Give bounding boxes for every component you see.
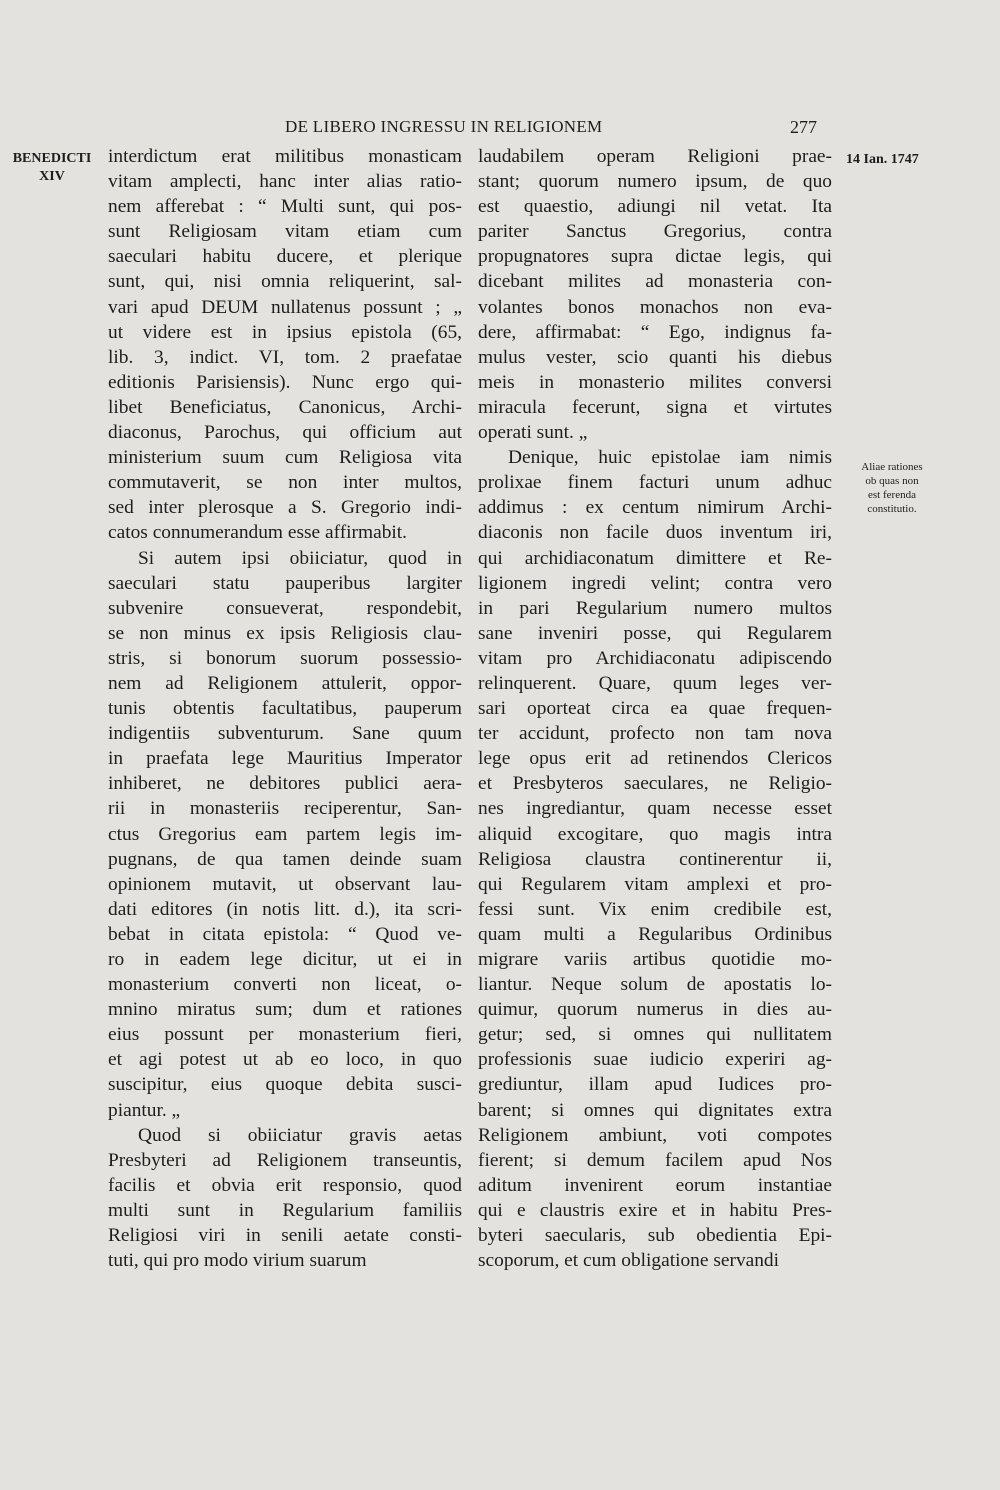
text-line: miracula fecerunt, signa et virtutes [478, 396, 832, 418]
text-line: quam multi a Regularibus Ordinibus [478, 923, 832, 945]
text-line: est quaestio, adiungi nil vetat. Ita [478, 196, 832, 218]
text-line: liantur. Neque solum de apostatis lo- [478, 974, 832, 996]
text-line: migrare variis artibus quotidie mo- [478, 949, 832, 970]
text-line: grediuntur, illam apud Iudices pro- [478, 1074, 832, 1096]
text-line: propugnatores supra dictae legis, qui [478, 246, 832, 268]
text-line: fessi sunt. Vix enim credibile est, [478, 898, 832, 920]
text-line: quimur, quorum numerus in dies au- [478, 999, 832, 1021]
text-line: relinquerent. Quare, quum leges ver- [478, 672, 832, 694]
note-line: constitutio. [867, 503, 917, 515]
text-line: vitam amplecti, hanc inter alias ratio- [108, 171, 462, 193]
text-line: aditum invenirent eorum instantiae [478, 1174, 832, 1196]
text-line: catos connumerandum esse affirmabit. [108, 522, 408, 544]
text-line: scoporum, et cum obligatione servandi [478, 1250, 780, 1272]
text-line: piantur. „ [108, 1099, 181, 1121]
text-line: pugnans, de qua tamen deinde suam [108, 848, 462, 870]
text-line: saeculari habitu ducere, et plerique [108, 246, 462, 268]
text-line: nes ingrediantur, quam necesse esset [478, 798, 832, 820]
text-line: operati sunt. „ [478, 422, 588, 444]
text-line: sane inveniri posse, qui Regularem [478, 622, 832, 644]
text-line: getur; sed, si omnes qui nullitatem [478, 1024, 832, 1046]
text-line: barent; si omnes qui dignitates extra [478, 1099, 832, 1121]
text-line: sari oporteat circa ea quae frequen- [478, 698, 832, 720]
text-line: stant; quorum numero ipsum, de quo [478, 171, 832, 193]
text-line: se non minus ex ipsis Religiosis clau- [108, 622, 462, 644]
text-line: indigentiis subventurum. Sane quum [108, 723, 462, 745]
text-line: editionis Parisiensis). Nunc ergo qui- [108, 371, 462, 393]
text-line: fierent; si demum facilem apud Nos [478, 1149, 832, 1171]
text-line: monasterium converti non liceat, o- [108, 974, 462, 996]
text-line: inhiberet, ne debitores publici aera- [108, 773, 462, 795]
text-line: ligionem ingredi velint; contra vero [478, 572, 832, 594]
text-line: commutaverit, se non inter multos, [108, 472, 462, 494]
right-margin-date: 14 Ian. 1747 [846, 152, 919, 167]
text-line: mnino miratus sum; dum et rationes [108, 999, 462, 1021]
text-line: pariter Sanctus Gregorius, contra [478, 221, 832, 243]
running-header: DE LIBERO INGRESSU IN RELIGIONEM [285, 117, 603, 136]
text-line: Si autem ipsi obiiciatur, quod in [138, 547, 462, 569]
text-line: libet Beneficiatus, Canonicus, Archi- [108, 396, 462, 418]
text-line: professionis suae iudicio experiri ag- [478, 1049, 832, 1071]
text-line: Denique, huic epistolae iam nimis [508, 447, 832, 469]
text-line: opinionem mutavit, ut observant lau- [108, 873, 462, 895]
text-line: aliquid excogitare, quo magis intra [478, 823, 832, 845]
text-line: ter accidunt, profecto non tam nova [478, 723, 832, 745]
text-line: et agi potest ut ab eo loco, in quo [108, 1049, 462, 1071]
note-line: est ferenda [868, 489, 916, 501]
text-line: ut videre est in ipsius epistola (65, [108, 321, 462, 343]
right-margin-note [842, 460, 942, 516]
text-line: interdictum erat militibus monasticam [108, 146, 462, 167]
text-line: rii in monasteriis reciperentur, San- [108, 798, 462, 820]
text-line: in pari Regularium numero multos [478, 597, 832, 619]
text-line: tuti, qui pro modo virium suarum [108, 1250, 367, 1272]
text-line: ministerium suum cum Religiosa vita [108, 447, 462, 469]
text-line: sunt, qui, nisi omnia reliquerint, sal- [108, 271, 462, 293]
text-line: Religionem ambiunt, voti compotes [478, 1124, 832, 1146]
text-line: qui Regularem vitam amplexi et pro- [478, 873, 832, 895]
note-line: ob quas non [865, 475, 919, 487]
text-line: qui archidiaconatum dimittere et Re- [478, 547, 832, 569]
text-line: dere, affirmabat: “ Ego, indignus fa- [478, 321, 832, 343]
text-line: mulus vester, scio quanti his diebus [478, 346, 832, 368]
text-line: addimus : ex centum nimirum Archi- [478, 497, 832, 519]
text-line: ctus Gregorius eam partem legis im- [108, 823, 462, 845]
text-line: volantes bonos monachos non eva- [478, 296, 832, 318]
text-line: tunis obtentis facultatibus, pauperum [108, 698, 462, 720]
text-line: subvenire consueverat, respondebit, [108, 597, 462, 619]
text-line: saeculari statu pauperibus largiter [108, 572, 462, 594]
text-line: Religiosa claustra continerentur ii, [478, 848, 832, 870]
text-line: Quod si obiiciatur gravis aetas [138, 1124, 462, 1146]
text-line: diaconis non facile duos inventum iri, [478, 522, 832, 544]
text-line: laudabilem operam Religioni prae- [478, 146, 832, 167]
text-line: meis in monasterio milites conversi [478, 371, 832, 393]
text-line: sunt Religiosam vitam etiam cum [108, 221, 462, 243]
text-line: sed inter plerosque a S. Gregorio indi- [108, 497, 462, 519]
text-line: et Presbyteros saeculares, ne Religio- [478, 773, 832, 795]
margin-benedicti: BENEDICTI [12, 151, 92, 166]
text-line: stris, si bonorum suorum possessio- [108, 647, 462, 669]
text-line: nem afferebat : “ Multi sunt, qui pos- [108, 196, 462, 218]
text-line: byteri saecularis, sub obedientia Epi- [478, 1225, 832, 1247]
text-line: nem ad Religionem attulerit, oppor- [108, 672, 462, 694]
text-line: ro in eadem lege dicitur, ut ei in [108, 949, 462, 970]
text-line: vitam pro Archidiaconatu adipiscendo [478, 647, 832, 669]
note-line: Aliae rationes [861, 461, 923, 473]
margin-xiv: XIV [39, 169, 65, 184]
text-line: suscipitur, eius quoque debita susci- [108, 1074, 462, 1096]
text-line: facilis et obvia erit responsio, quod [108, 1174, 462, 1196]
text-line: dati editores (in notis litt. d.), ita scri- [108, 898, 462, 920]
text-line: vari apud DEUM nullatenus possunt ; „ [108, 296, 462, 318]
text-line: eius possunt per monasterium fieri, [108, 1024, 462, 1046]
text-line: diaconus, Parochus, qui officium aut [108, 422, 462, 444]
text-line: multi sunt in Regularium familiis [108, 1199, 462, 1221]
text-line: prolixae finem facturi unum adhuc [478, 472, 832, 494]
text-line: bebat in citata epistola: “ Quod ve- [108, 923, 462, 945]
left-text-column [108, 144, 462, 1273]
right-text-column [478, 144, 832, 1273]
text-line: dicebant milites ad monasteria con- [478, 271, 832, 293]
text-line: lege opus erit ad retinendos Clericos [478, 748, 832, 770]
left-margin-note [4, 150, 100, 186]
text-line: in praefata lege Mauritius Imperator [108, 748, 462, 770]
text-line: Religiosi viri in senili aetate consti- [108, 1225, 462, 1247]
text-line: Presbyteri ad Religionem transeuntis, [108, 1149, 462, 1171]
text-line: lib. 3, indict. VI, tom. 2 praefatae [108, 346, 462, 368]
page-number: 277 [790, 117, 817, 137]
text-line: qui e claustris exire et in habitu Pres- [478, 1199, 832, 1221]
